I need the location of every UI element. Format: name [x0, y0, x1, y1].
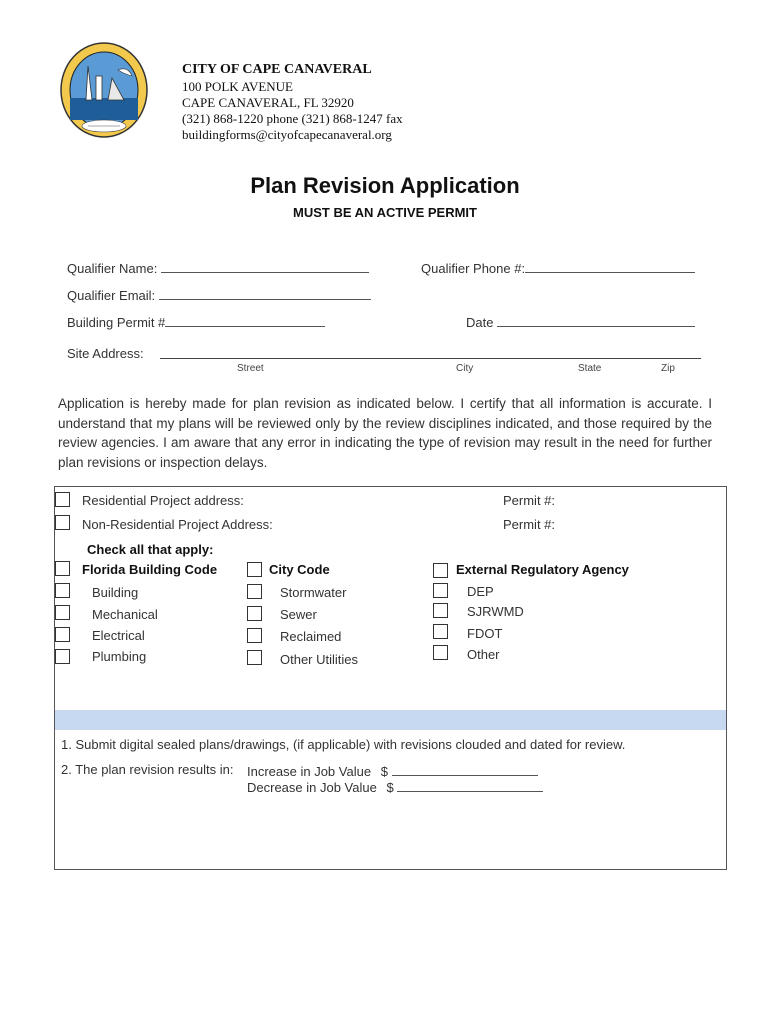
date-line[interactable] — [497, 313, 695, 327]
qualifier-phone-label: Qualifier Phone #: — [421, 261, 526, 276]
qualifier-email-field[interactable] — [67, 286, 371, 303]
city-stormwater-label: Stormwater — [280, 585, 347, 600]
decrease-value-line[interactable] — [397, 778, 543, 792]
qualifier-phone-field[interactable] — [421, 259, 695, 276]
fbc-group-checkbox[interactable] — [55, 561, 70, 576]
building-permit-label: Building Permit # — [67, 315, 166, 330]
decrease-dollar-sign: $ — [386, 780, 394, 795]
fbc-building-checkbox[interactable] — [55, 583, 70, 598]
increase-value-field[interactable] — [247, 762, 538, 779]
date-label: Date — [466, 315, 494, 330]
certification-statement: Application is hereby made for plan revision as indicated below. I certify that all information is accurate. I understand that my plans will be reviewed only by the review disciplines indicated, and those required by the review agencies. I am aware that any error in indicating the type of revision may result in the need for further plan revisions or inspection delays. — [58, 396, 712, 470]
street-address: 100 POLK AVENUE — [182, 79, 293, 94]
city-state-zip: CAPE CANAVERAL, FL 32920 — [182, 95, 354, 110]
city-seal-logo — [58, 40, 150, 140]
page-title: Plan Revision Application — [250, 173, 520, 198]
residential-checkbox[interactable] — [55, 492, 70, 507]
qualifier-phone-line[interactable] — [525, 259, 695, 273]
external-fdot-checkbox[interactable] — [433, 624, 448, 639]
increase-value-label: Increase in Job Value — [247, 764, 372, 779]
qualifier-email-line[interactable] — [159, 286, 371, 300]
city-reclaimed-checkbox[interactable] — [247, 628, 262, 643]
instruction-item-2: 2. The plan revision results in: — [61, 762, 234, 777]
building-permit-field[interactable] — [67, 313, 325, 330]
building-permit-line[interactable] — [165, 313, 325, 327]
external-sjrwmd-checkbox[interactable] — [433, 603, 448, 618]
contact-email: buildingforms@cityofcapecanaveral.org — [182, 127, 392, 142]
fbc-plumbing-checkbox[interactable] — [55, 649, 70, 664]
section-divider-band — [55, 710, 726, 730]
date-field[interactable] — [466, 313, 695, 330]
external-fdot-label: FDOT — [467, 626, 503, 641]
instruction-item-1: 1. Submit digital sealed plans/drawings, (if applicable) with revisions clouded and dated for review. — [61, 737, 626, 752]
zip-caption: Zip — [661, 363, 675, 374]
city-name: CITY OF CAPE CANAVERAL — [182, 62, 372, 77]
residential-permit-label: Permit #: — [503, 493, 556, 508]
city-sewer-label: Sewer — [280, 607, 317, 622]
street-caption: Street — [237, 363, 264, 374]
site-address-label: Site Address: — [67, 346, 144, 361]
increase-dollar-sign: $ — [380, 764, 388, 779]
city-caption: City — [456, 363, 474, 374]
fbc-mechanical-label: Mechanical — [92, 607, 158, 622]
external-group-title: External Regulatory Agency — [456, 562, 629, 577]
city-group-checkbox[interactable] — [247, 562, 262, 577]
city-sewer-checkbox[interactable] — [247, 606, 262, 621]
decrease-value-field[interactable] — [247, 778, 543, 795]
city-other-utilities-label: Other Utilities — [280, 652, 359, 667]
qualifier-name-line[interactable] — [161, 259, 369, 273]
external-other-checkbox[interactable] — [433, 645, 448, 660]
city-reclaimed-label: Reclaimed — [280, 629, 342, 644]
city-other-utilities-checkbox[interactable] — [247, 650, 262, 665]
external-dep-label: DEP — [467, 584, 494, 599]
city-group-title: City Code — [269, 562, 330, 577]
external-other-label: Other — [467, 647, 500, 662]
check-all-heading: Check all that apply: — [87, 542, 214, 557]
external-sjrwmd-label: SJRWMD — [467, 604, 524, 619]
city-stormwater-checkbox[interactable] — [247, 584, 262, 599]
non-residential-checkbox[interactable] — [55, 515, 70, 530]
decrease-value-label: Decrease in Job Value — [247, 780, 377, 795]
fbc-electrical-label: Electrical — [92, 628, 145, 643]
external-group-checkbox[interactable] — [433, 563, 448, 578]
fbc-group-title: Florida Building Code — [82, 562, 218, 577]
fbc-plumbing-label: Plumbing — [92, 649, 147, 664]
phone-fax: (321) 868-1220 phone (321) 868-1247 fax — [182, 111, 403, 126]
residential-label: Residential Project address: — [82, 493, 244, 508]
fbc-building-label: Building — [92, 585, 139, 600]
fbc-mechanical-checkbox[interactable] — [55, 605, 70, 620]
increase-value-line[interactable] — [392, 762, 538, 776]
fbc-electrical-checkbox[interactable] — [55, 627, 70, 642]
qualifier-name-field[interactable] — [67, 259, 369, 276]
non-residential-permit-label: Permit #: — [503, 517, 556, 532]
page-subtitle: MUST BE AN ACTIVE PERMIT — [293, 205, 477, 220]
qualifier-name-label: Qualifier Name: — [67, 261, 158, 276]
qualifier-email-label: Qualifier Email: — [67, 288, 156, 303]
state-caption: State — [578, 363, 602, 374]
external-dep-checkbox[interactable] — [433, 583, 448, 598]
site-address-line[interactable] — [160, 358, 701, 359]
non-residential-label: Non-Residential Project Address: — [82, 517, 273, 532]
